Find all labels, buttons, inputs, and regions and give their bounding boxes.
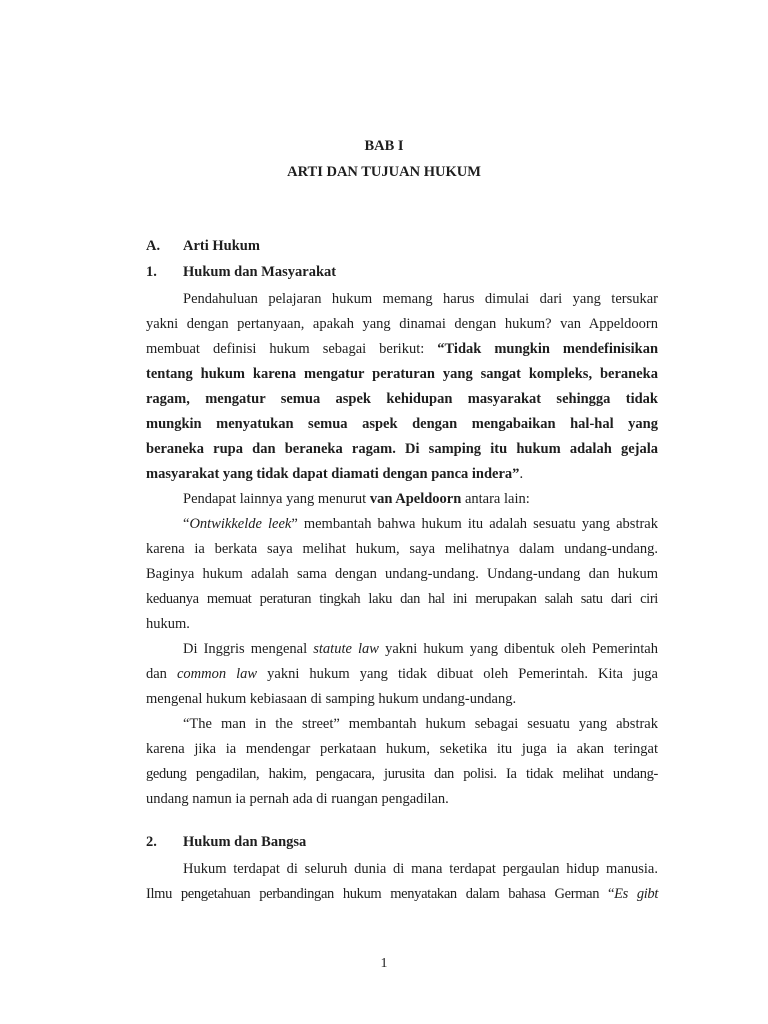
paragraph-line <box>146 340 658 358</box>
italic-term: statute law <box>313 641 379 657</box>
paragraph-line <box>146 465 658 483</box>
paragraph-text: yakni hukum yang dibentuk oleh Pemerintah <box>378 641 658 657</box>
section-a-title: Arti Hukum <box>183 238 260 254</box>
paragraph-text: . <box>519 466 524 482</box>
paragraph-line: mengenal hukum kebiasaan di samping hukum undang-undang. <box>146 691 517 707</box>
paragraph-text: Di Inggris mengenal <box>183 641 314 657</box>
subsection-1-marker: 1. <box>146 264 157 280</box>
subsection-2-marker: 2. <box>146 834 157 850</box>
author-name: van Apeldoorn <box>369 491 462 507</box>
page-number: 1 <box>380 956 388 971</box>
paragraph-line <box>146 665 658 683</box>
quoted-definition-line: mungkin menyatukan semua aspek dengan mengabaikan hal-hal yang <box>146 416 658 432</box>
paragraph-line <box>146 885 658 903</box>
paragraph-line <box>183 490 658 508</box>
paragraph-text: Ilmu pengetahuan perbandingan hukum menyatakan dalam bahasa German “ <box>146 886 615 902</box>
paragraph-line: Baginya hukum adalah sama dengan undang-undang. Undang-undang dan hukum <box>146 566 658 582</box>
chapter-number: BAB I <box>364 138 404 154</box>
paragraph-text: “ <box>183 516 190 532</box>
italic-term: Ontwikkelde leek <box>189 516 292 532</box>
paragraph-line: gedung pengadilan, hakim, pengacara, jurusita dan polisi. Ia tidak melihat undang- <box>146 766 658 782</box>
quoted-definition-line: ragam, mengatur semua aspek kehidupan masyarakat sehingga tidak <box>146 391 658 407</box>
quoted-definition-line: beraneka rupa dan beraneka ragam. Di samping itu hukum adalah gejala <box>146 441 658 457</box>
quoted-definition-line: tentang hukum karena mengatur peraturan yang sangat kompleks, beraneka <box>146 366 658 382</box>
section-a-marker: A. <box>146 238 161 254</box>
quoted-definition: “Tidak mungkin mendefinisikan <box>437 341 659 357</box>
italic-term: Es gibt <box>614 886 658 902</box>
paragraph-line <box>183 640 658 658</box>
paragraph-text: antara lain: <box>461 491 530 507</box>
paragraph-text: yakni hukum yang tidak dibuat oleh Pemerintah. Kita juga <box>257 666 658 682</box>
paragraph-text: membuat definisi hukum sebagai berikut: <box>146 341 438 357</box>
paragraph-line <box>183 515 658 533</box>
paragraph-line: Pendahuluan pelajaran hukum memang harus dimulai dari yang tersukar <box>183 291 658 307</box>
paragraph-text: ” membantah bahwa hukum itu adalah sesuatu yang abstrak <box>291 516 658 532</box>
paragraph-line: keduanya memuat peraturan tingkah laku dan hal ini merupakan salah satu dari ciri <box>146 591 658 607</box>
paragraph-text: dan <box>146 666 177 682</box>
paragraph-line: “The man in the street” membantah hukum sebagai sesuatu yang abstrak <box>183 716 658 732</box>
paragraph-text: Pendapat lainnya yang menurut <box>183 491 370 507</box>
quoted-definition: masyarakat yang tidak dapat diamati dengan panca indera” <box>146 466 520 482</box>
subsection-2-title: Hukum dan Bangsa <box>183 834 307 850</box>
paragraph-line: Hukum terdapat di seluruh dunia di mana terdapat pergaulan hidup manusia. <box>183 861 658 877</box>
paragraph-line: karena ia berkata saya melihat hukum, saya melihatnya dalam undang-undang. <box>146 541 658 557</box>
chapter-title: ARTI DAN TUJUAN HUKUM <box>287 164 481 180</box>
paragraph-line: karena jika ia mendengar perkataan hukum, seketika itu juga ia akan teringat <box>146 741 658 757</box>
italic-term: common law <box>176 666 258 682</box>
paragraph-line: yakni dengan pertanyaan, apakah yang dinamai dengan hukum? van Appeldoorn <box>146 316 658 332</box>
paragraph-line: undang namun ia pernah ada di ruangan pengadilan. <box>146 791 449 807</box>
paragraph-line: hukum. <box>146 616 190 632</box>
subsection-1-title: Hukum dan Masyarakat <box>183 264 337 280</box>
